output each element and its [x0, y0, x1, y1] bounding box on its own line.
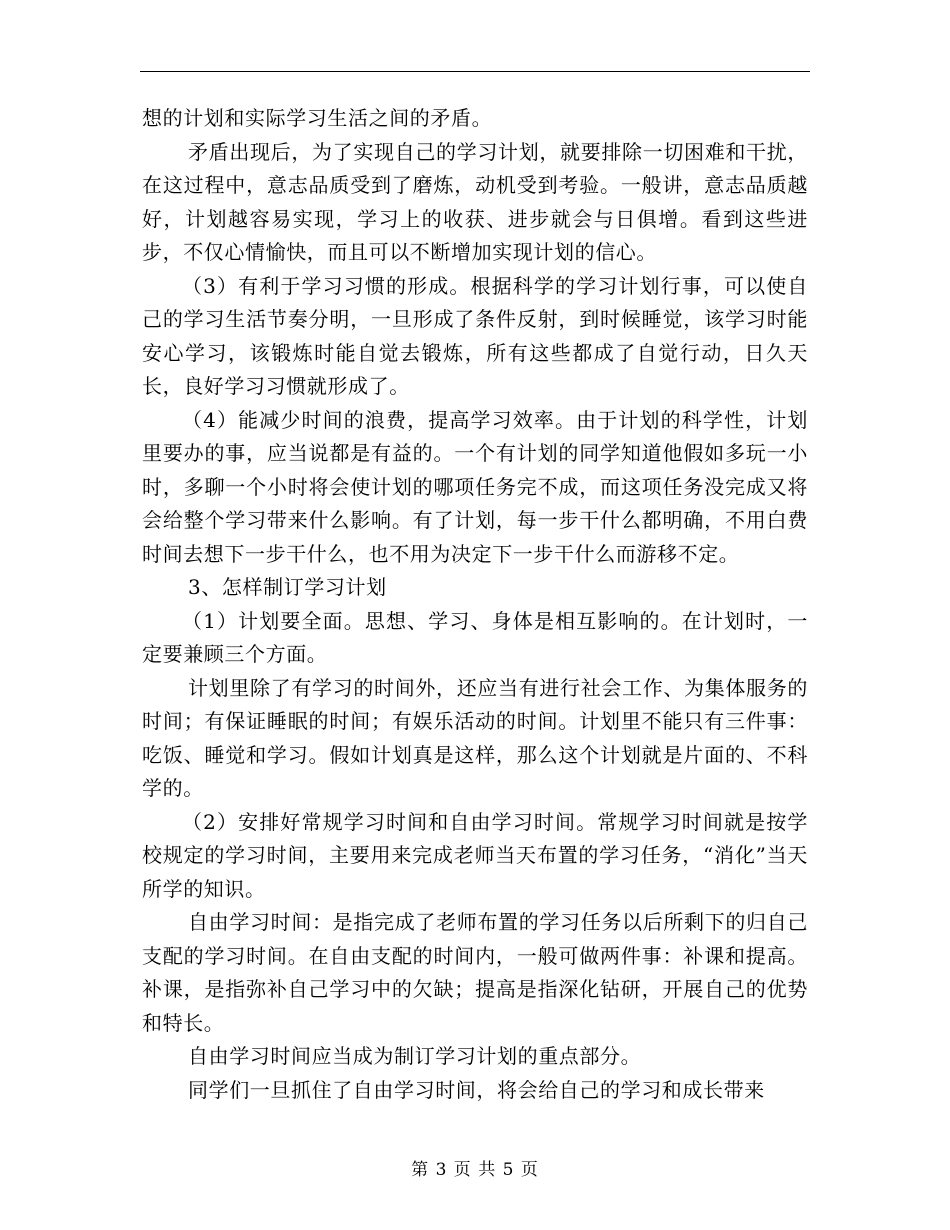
paragraph: （3）有利于学习习惯的形成。根据科学的学习计划行事，可以使自己的学习生活节奏分明，一旦形成了条件反射，到时候睡觉，该学习时能安心学习，该锻炼时能自觉去锻炼，所有这些都成了自觉行动，日久天长，良好学习习惯就形成了。 [142, 273, 808, 398]
paragraph: 矛盾出现后，为了实现自己的学习计划，就要排除一切困难和干扰，在这过程中，意志品质受到了磨炼，动机受到考验。一般讲，意志品质越好，计划越容易实现，学习上的收获、进步就会与日俱增。看到这些进步，不仅心情愉快，而且可以不断增加实现计划的信心。 [142, 139, 808, 264]
paragraph: 自由学习时间：是指完成了老师布置的学习任务以后所剩下的归自己支配的学习时间。在自由支配的时间内，一般可做两件事：补课和提高。补课，是指弥补自己学习中的欠缺；提高是指深化钻研，开展自己的优势和特长。 [142, 910, 808, 1035]
paragraph: 计划里除了有学习的时间外，还应当有进行社会工作、为集体服务的时间；有保证睡眠的时间；有娱乐活动的时间。计划里不能只有三件事：吃饭、睡觉和学习。假如计划真是这样，那么这个计划就是片面的、不科学的。 [142, 675, 808, 800]
paragraph: 想的计划和实际学习生活之间的矛盾。 [142, 106, 493, 130]
paragraph: （4）能减少时间的浪费，提高学习效率。由于计划的科学性，计划里要办的事，应当说都是有益的。一个有计划的同学知道他假如多玩一小时，多聊一个小时将会使计划的哪项任务完不成，而这项任务没完成又将会给整个学习带来什么影响。有了计划，每一步干什么都明确，不用白费时间去想下一步干什么，也不用为决定下一步干什么而游移不定。 [142, 407, 808, 566]
paragraph: 自由学习时间应当成为制订学习计划的重点部分。 [188, 1044, 642, 1068]
header-rule [140, 71, 810, 72]
paragraph: 同学们一旦抓住了自由学习时间，将会给自己的学习和成长带来 [188, 1077, 765, 1102]
paragraph: （1）计划要全面。思想、学习、身体是相互影响的。在计划时，一定要兼顾三个方面。 [142, 608, 808, 666]
section-heading: 3、怎样制订学习计划 [188, 575, 387, 599]
paragraph: （2）安排好常规学习时间和自由学习时间。常规学习时间就是按学校规定的学习时间，主要用来完成老师当天布置的学习任务，“消化”当天所学的知识。 [142, 809, 808, 901]
page-number: 第 3 页 共 5 页 [411, 1160, 539, 1180]
document-body [142, 102, 808, 1107]
